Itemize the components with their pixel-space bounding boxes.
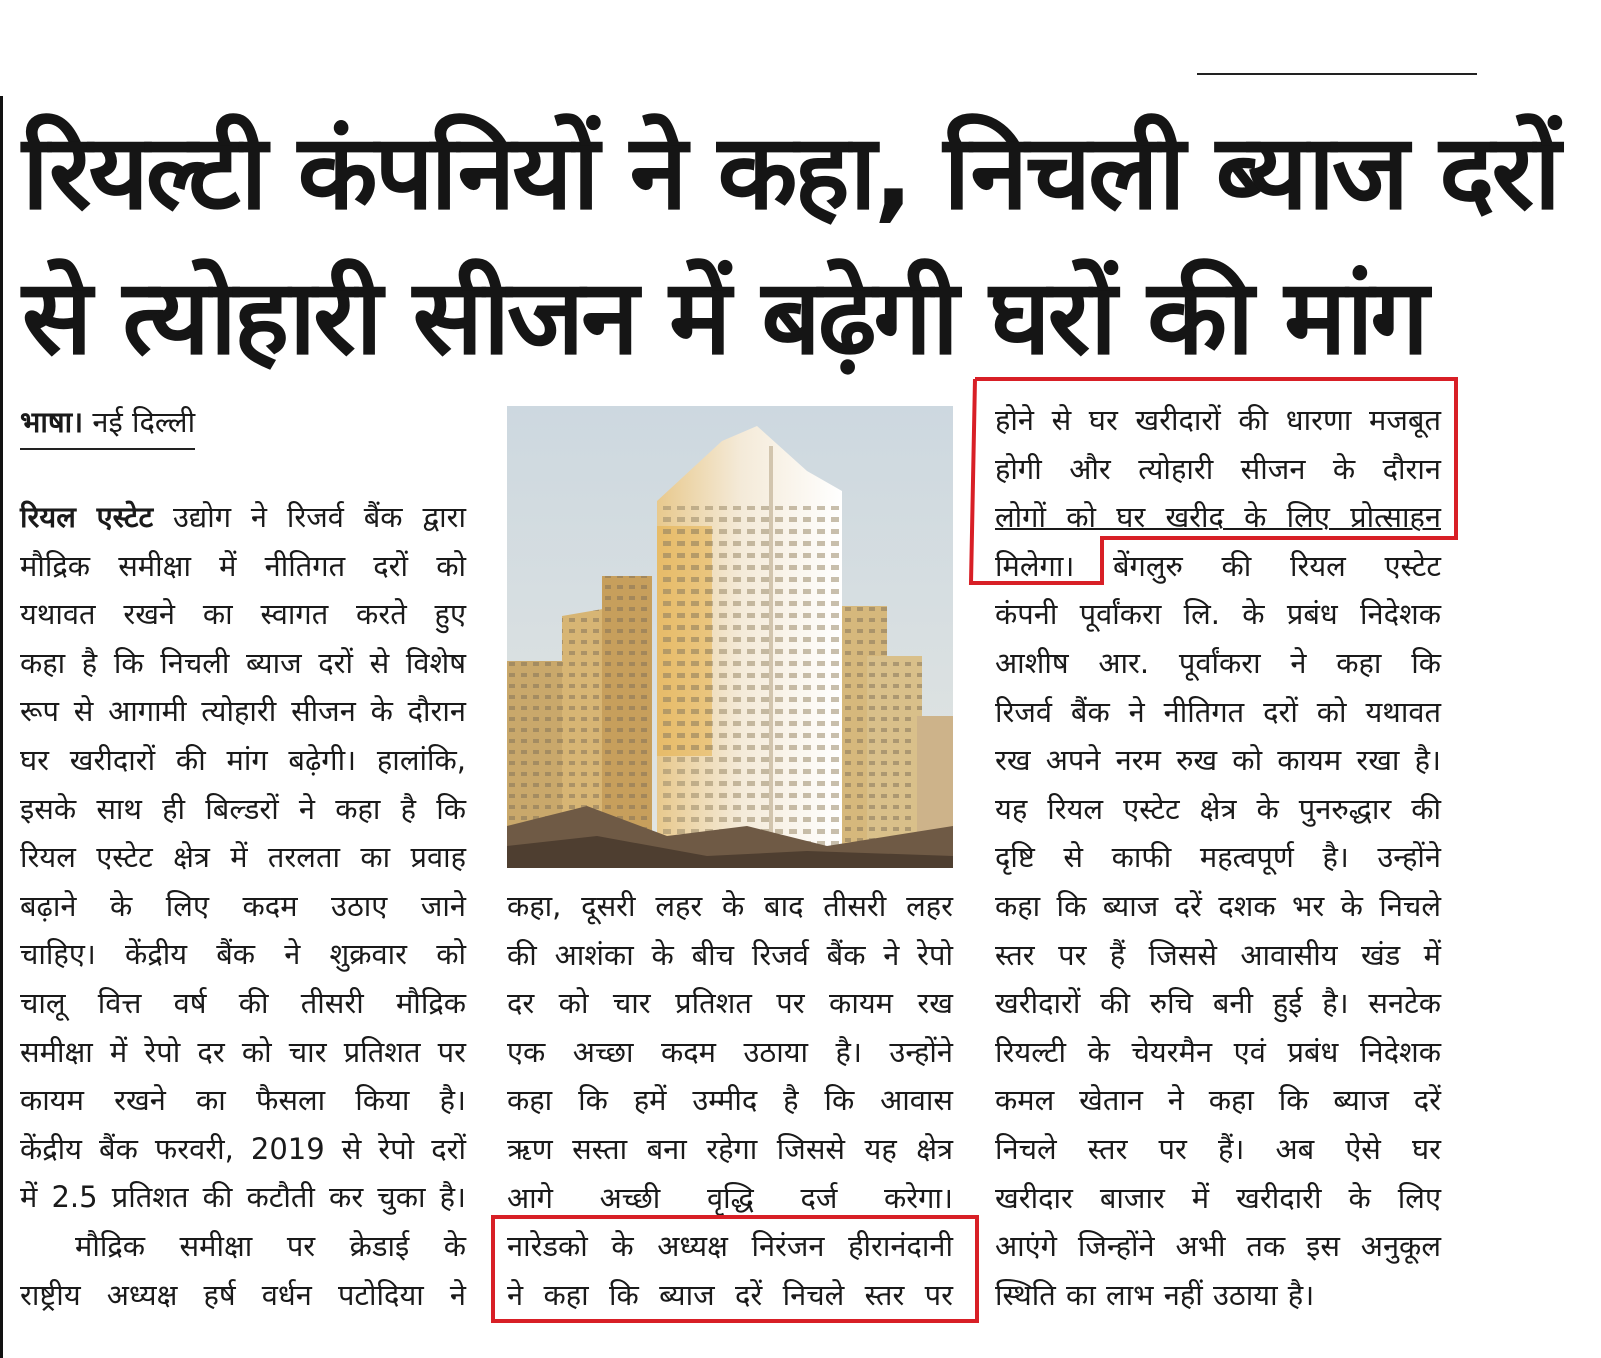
column1-line: चाहिए। केंद्रीय बैंक ने शुक्रवार को [20,937,466,972]
column1-line: यथावत रखने का स्वागत करते हुए [20,597,466,632]
column2-line: एक अच्छा कदम उठाया है। उन्होंने [507,1034,953,1069]
column2-line: ऋण सस्ता बना रहेगा जिससे यह क्षेत्र [507,1131,953,1166]
column3-line: रिजर्व बैंक ने नीतिगत दरों को यथावत [995,694,1441,729]
column3-line: स्तर पर हैं जिससे आवासीय खंड में [995,937,1441,972]
column1-line: घर खरीदारों की मांग बढ़ेगी। हालांकि, [20,742,466,777]
column3-line-highlighted: होगी और त्योहारी सीजन के दौरान [995,451,1441,486]
column2-line: कहा कि हमें उम्मीद है कि आवास [507,1083,953,1118]
column3-line: खरीदार बाजार में खरीदारी के लिए [995,1180,1441,1215]
headline-line-2: से त्योहारी सीजन में बढ़ेगी घरों की मांग [22,256,1426,378]
column3-line: आशीष आर. पूर्वांकरा ने कहा कि [995,645,1441,680]
column1-line: समीक्षा में रेपो दर को चार प्रतिशत पर [20,1034,466,1069]
column1-line: कायम रखने का फैसला किया है। [20,1083,466,1118]
column3-line-highlighted: लोगों को घर खरीद के लिए प्रोत्साहन [995,500,1441,535]
column2-line: कहा, दूसरी लहर के बाद तीसरी लहर [507,889,953,923]
column1-line: चालू वित्त वर्ष की तीसरी मौद्रिक [20,985,466,1020]
column2-line: आगे अच्छी वृद्धि दर्ज करेगा। [507,1180,953,1215]
column2-line: दर को चार प्रतिशत पर कायम रख [507,986,953,1021]
column3-line: कमल खेतान ने कहा कि ब्याज दरें [995,1083,1441,1118]
column3-line: निचले स्तर पर हैं। अब ऐसे घर [995,1131,1441,1166]
column1-line-1: रियल एस्टेट उद्योग ने रिजर्व बैंक द्वारा [20,500,466,534]
column1-line: राष्ट्रीय अध्यक्ष हर्ष वर्धन पटोदिया ने [20,1277,466,1312]
column2-line-highlighted: ने कहा कि ब्याज दरें निचले स्तर पर [507,1277,953,1312]
column2-line: की आशंका के बीच रिजर्व बैंक ने रेपो [507,937,953,972]
column3-line: रियल्टी के चेयरमैन एवं प्रबंध निदेशक [995,1034,1441,1069]
headline-line-1: रियल्टी कंपनियों ने कहा, निचली ब्याज दरों [22,111,1558,233]
highlight-box-column3 [971,379,1456,583]
column3-line: आएंगे जिन्होंने अभी तक इस अनुकूल [995,1229,1441,1264]
column3-line: दृष्टि से काफी महत्वपूर्ण है। उन्होंने [995,840,1441,875]
column3-line: स्थिति का लाभ नहीं उठाया है। [995,1277,1315,1312]
column3-line: रख अपने नरम रुख को कायम रखा है। [995,743,1441,778]
dateline-agency: भाषा। [20,405,84,439]
column1-lead: रियल एस्टेट [20,500,154,534]
column1-line: कहा है कि निचली ब्याज दरों से विशेष [20,645,466,680]
column1-line: मौद्रिक समीक्षा में नीतिगत दरों को [20,548,466,583]
highlight-box-column2 [493,1217,977,1321]
column3-line-highlighted: मिलेगा। बेंगलुरु की रियल एस्टेट [995,548,1441,583]
column1-line: रियल एस्टेट क्षेत्र में तरलता का प्रवाह [20,840,466,875]
column3-line: कहा कि ब्याज दरें दशक भर के निचले [995,888,1441,923]
dateline-place: नई दिल्ली [92,405,196,439]
column3-line: कंपनी पूर्वांकरा लि. के प्रबंध निदेशक [995,597,1441,632]
column1-line: रूप से आगामी त्योहारी सीजन के दौरान [20,694,466,729]
column1-line: में 2.5 प्रतिशत की कटौती कर चुका है। [20,1180,466,1215]
column1-line: बढ़ाने के लिए कदम उठाए जाने [20,888,466,923]
column3-line-highlighted: होने से घर खरीदारों की धारणा मजबूत [995,403,1441,437]
column1-line: मौद्रिक समीक्षा पर क्रेडाई के [75,1228,466,1263]
column1-line: इसके साथ ही बिल्डरों ने कहा है कि [20,791,466,826]
column1-line: केंद्रीय बैंक फरवरी, 2019 से रेपो दरों [20,1131,466,1166]
column3-line: यह रियल एस्टेट क्षेत्र के पुनरुद्धार की [995,791,1441,826]
column3-line: खरीदारों की रुचि बनी हुई है। सनटेक [995,986,1441,1021]
column2-line-highlighted: नारेडको के अध्यक्ष निरंजन हीरानंदानी [507,1229,953,1264]
